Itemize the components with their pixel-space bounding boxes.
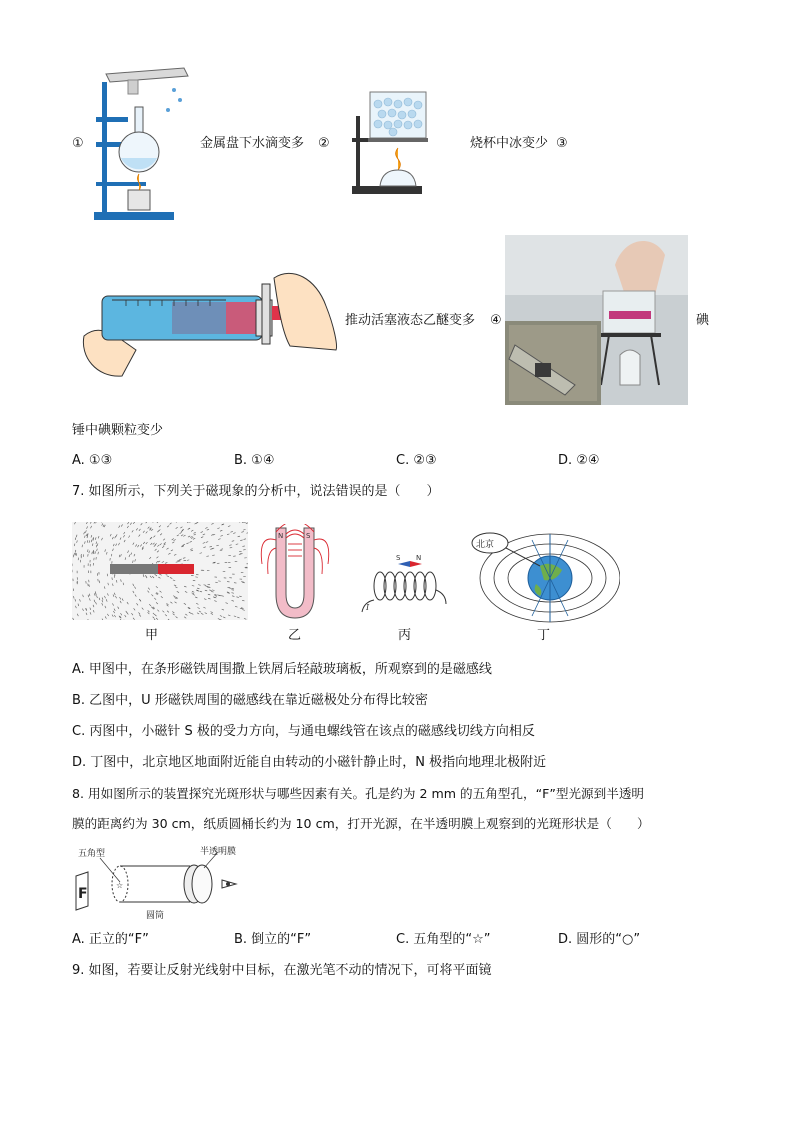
current-i-label: I <box>366 603 370 612</box>
figure-1-flask-apparatus <box>88 62 198 224</box>
q7-stem: 7. 如图所示，下列关于磁现象的分析中，说法错误的是（ ） <box>72 484 440 499</box>
beijing-label: 北京 <box>476 540 495 550</box>
item1-number: ① <box>72 136 84 151</box>
figure-jia-iron-filings <box>72 522 248 620</box>
star-hole-icon: ☆ <box>116 881 124 890</box>
item4-number: ④ <box>490 313 502 328</box>
q8-option-d[interactable]: D. 圆形的“○” <box>558 932 641 947</box>
figure-label-yi: 乙 <box>288 628 302 643</box>
figure-yi-u-magnet <box>254 524 336 624</box>
figure-label-bing: 丙 <box>398 628 412 643</box>
q6-option-d[interactable]: D. ②④ <box>558 453 600 468</box>
q9-stem: 9. 如图，若要让反射光线射中目标，在激光笔不动的情况下，可将平面镜 <box>72 963 492 978</box>
q8-option-a[interactable]: A. 正立的“F” <box>72 932 149 947</box>
q7-option-c[interactable]: C. 丙图中，小磁针 S 极的受力方向，与通电螺线管在该点的磁感线切线方向相反 <box>72 724 535 739</box>
figure-2-ice-beaker <box>348 86 438 198</box>
figure-ding-earth-field <box>470 530 620 626</box>
figure-4-iodine-photo <box>505 235 688 405</box>
figure-label-ding: 丁 <box>537 628 551 643</box>
q8-stem-line1: 8. 用如图所示的装置探究光斑形状与哪些因素有关。孔是约为 2 mm 的五角型孔，“F”型光源到半透明 <box>72 786 645 801</box>
q8-stem-line2: 膜的距离约为 30 cm，纸质圆桶长约为 10 cm，打开光源，在半透明膜上观察到的光斑形状是（ ） <box>72 816 650 831</box>
label-film: 半透明膜 <box>200 847 237 857</box>
figure-q8-pinhole-tube <box>72 842 252 922</box>
u-magnet-s-label: S <box>306 532 311 540</box>
q6-option-c[interactable]: C. ②③ <box>396 453 437 468</box>
q6-option-a[interactable]: A. ①③ <box>72 453 113 468</box>
label-tube: 圆筒 <box>146 911 165 921</box>
item4-caption-b: 锤中碘颗粒变少 <box>72 423 164 438</box>
item1-caption: 金属盘下水滴变多 <box>200 136 305 151</box>
item2-number: ② <box>318 136 330 151</box>
figure-bing-solenoid <box>356 550 452 620</box>
compass-s-label: S <box>396 554 401 562</box>
q8-option-b[interactable]: B. 倒立的“F” <box>234 932 312 947</box>
figure-3-syringe <box>76 266 338 384</box>
q6-option-b[interactable]: B. ①④ <box>234 453 275 468</box>
label-star-hole: 五角型 <box>78 849 106 859</box>
q7-option-d[interactable]: D. 丁图中，北京地区地面附近能自由转动的小磁针静止时，N 极指向地理北极附近 <box>72 755 547 770</box>
compass-n-label: N <box>416 554 422 562</box>
figure-label-jia: 甲 <box>145 628 159 643</box>
q7-option-a[interactable]: A. 甲图中，在条形磁铁周围撒上铁屑后轻敲玻璃板，所观察到的是磁感线 <box>72 662 492 677</box>
item3-number: ③ <box>556 136 568 151</box>
u-magnet-n-label: N <box>278 532 284 540</box>
item3-caption: 推动活塞液态乙醚变多 <box>345 313 476 328</box>
item2-caption: 烧杯中冰变少 <box>470 136 549 151</box>
q7-option-b[interactable]: B. 乙图中，U 形磁铁周围的磁感线在靠近磁极处分布得比较密 <box>72 693 428 708</box>
item4-caption-a: 碘 <box>696 313 710 328</box>
q8-option-c[interactable]: C. 五角型的“☆” <box>396 932 491 947</box>
light-source-f: F <box>78 886 88 902</box>
